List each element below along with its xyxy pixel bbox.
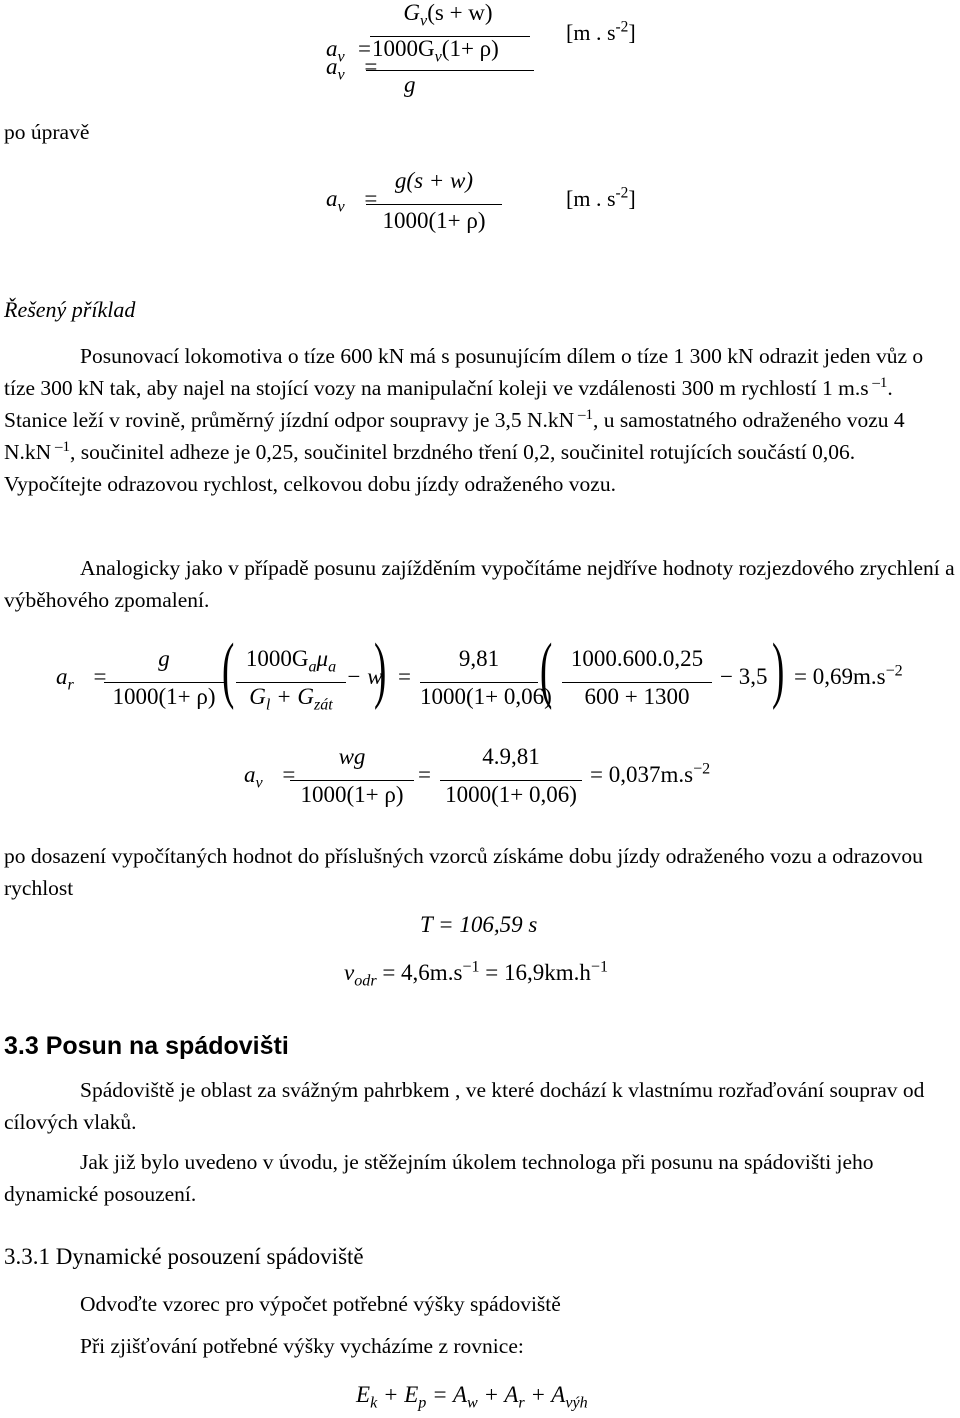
eq3-f2-num: $1000G_a\mu_a$ <box>245 646 337 676</box>
eq3-left-paren-2: ( <box>540 629 553 711</box>
eq3-f1-bar <box>104 682 224 683</box>
eq4-equals: = <box>418 762 431 787</box>
eq1-denominator: g <box>404 72 416 97</box>
analogy-paragraph: Analogicky jako v případě posunu zajížděním vypočítáme nejdříve hodnoty rozjezdového zrychlení a výběhového zpomalení. <box>4 556 955 612</box>
eq1-middle: $1000G_v(1+ \rho)$ <box>372 36 499 66</box>
eq3-f3-den: 1000(1+ 0,06) <box>420 684 552 709</box>
eq3-f1-num: g <box>158 646 170 671</box>
eq2-fraction-bar <box>366 204 502 205</box>
eq2-denominator: 1000(1+ ρ) <box>382 208 486 233</box>
eq3-f3-num: 9,81 <box>458 646 500 671</box>
eq3-f3-bar <box>420 682 538 683</box>
eq1-unit: [m . $s^{-2}$] <box>566 18 636 45</box>
eq3-result: = $0,69m.s^{-2}$ <box>794 662 903 689</box>
eq4-f2-bar <box>440 780 582 781</box>
eq3-right-paren-2: ) <box>772 629 785 711</box>
intro-paragraph: Jak již bylo uvedeno v úvodu, je stěžejním úkolem technologa při posunu na spádovišti jeho dynamické posouzení. <box>4 1150 874 1206</box>
eq4-f1-num: wg <box>338 744 366 769</box>
eq2-lhs: $a_v$ = <box>326 186 378 216</box>
eq3-minus-w: − w <box>346 664 383 689</box>
substitution-paragraph: po dosazení vypočítaných hodnot do příslušných vzorců získáme dobu jízdy odraženého vozu a odrazovou rychlost <box>4 844 923 900</box>
eq4-f1-den: 1000(1+ ρ) <box>300 782 404 807</box>
eq3-left-paren: ( <box>222 629 235 711</box>
eq3-f4-num: 1000.600.0,25 <box>570 646 704 671</box>
eq1-numerator: $G_v(s + w)$ <box>403 0 493 30</box>
eq3-f4-bar <box>562 682 712 683</box>
subsection-heading: 3.3.1 Dynamické posouzení spádoviště <box>4 1244 364 1269</box>
eq3-lhs: $a_r$ = <box>56 664 107 694</box>
eq1-lhs: $a_v$ = <box>326 54 378 84</box>
eq2-unit: [m . $s^{-2}$] <box>566 184 636 211</box>
eq3-f2-bar <box>236 682 346 683</box>
eq4-lhs: $a_v$ = <box>244 762 296 792</box>
eq3-f2-den: $G_l + G_{zát}$ <box>249 684 333 714</box>
eq7-energy-balance: $E_k + E_p = A_w + A_r + A_{výh}$ <box>356 1382 588 1412</box>
eq3-minus-value: − 3,5 <box>720 664 768 689</box>
eq4-f2-den: 1000(1+ 0,06) <box>445 782 577 807</box>
example-heading: Řešený příklad <box>4 297 136 322</box>
eq1-fraction-bar-main <box>366 70 534 71</box>
eq4-result: = $0,037m.s^{-2}$ <box>590 760 711 787</box>
eq3-equals-1: = <box>398 664 411 689</box>
eq4-f1-bar <box>290 780 414 781</box>
eq2-numerator: g(s + w) <box>394 168 474 193</box>
definition-paragraph: Spádoviště je oblast za svážným pahrbkem , ve které dochází k vlastnímu rozřaďování souprav od cílových vlaků. <box>4 1078 925 1134</box>
eq5-time: T = 106,59 s <box>420 912 538 937</box>
eq6-velocity: $v_{odr} = 4,6m.s^{-1} = 16,9km.h^{-1}$ <box>344 958 609 990</box>
section-heading: 3.3 Posun na spádovišti <box>4 1032 289 1060</box>
after-edit-label: po úpravě <box>4 120 90 144</box>
eq3-right-paren: ) <box>374 629 387 711</box>
eq4-f2-num: 4.9,81 <box>482 744 540 769</box>
example-task-paragraph: Posunovací lokomotiva o tíze 600 kN má s posunujícím dílem o tíze 1 300 kN odrazit jeden vůz o tíze 300 kN tak, aby najel na stojící vozy na manipulační koleji ve vzdálenosti 300 m rychlostí 1 m.s $^{-1}$. Stanice leží v rovině, průměrný jízdní odpor soupravy je 3,5 N.kN $^{-1}$, u samostatného odraženého vozu 4 N.kN $^{-1}$, součinitel adheze je 0,25, součinitel brzdného tření 0,2, součinitel rotujících součástí 0,06. Vypočítejte odrazovou rychlost, celkovou dobu jízdy odraženého vozu. <box>4 344 924 496</box>
equation-intro-paragraph: Při zjišťování potřebné výšky vycházíme z rovnice: <box>80 1334 524 1358</box>
task-paragraph: Odvoďte vzorec pro výpočet potřebné výšky spádoviště <box>80 1292 561 1316</box>
eq3-f4-den: 600 + 1300 <box>584 684 690 709</box>
eq3-f1-den: 1000(1+ ρ) <box>112 684 216 709</box>
